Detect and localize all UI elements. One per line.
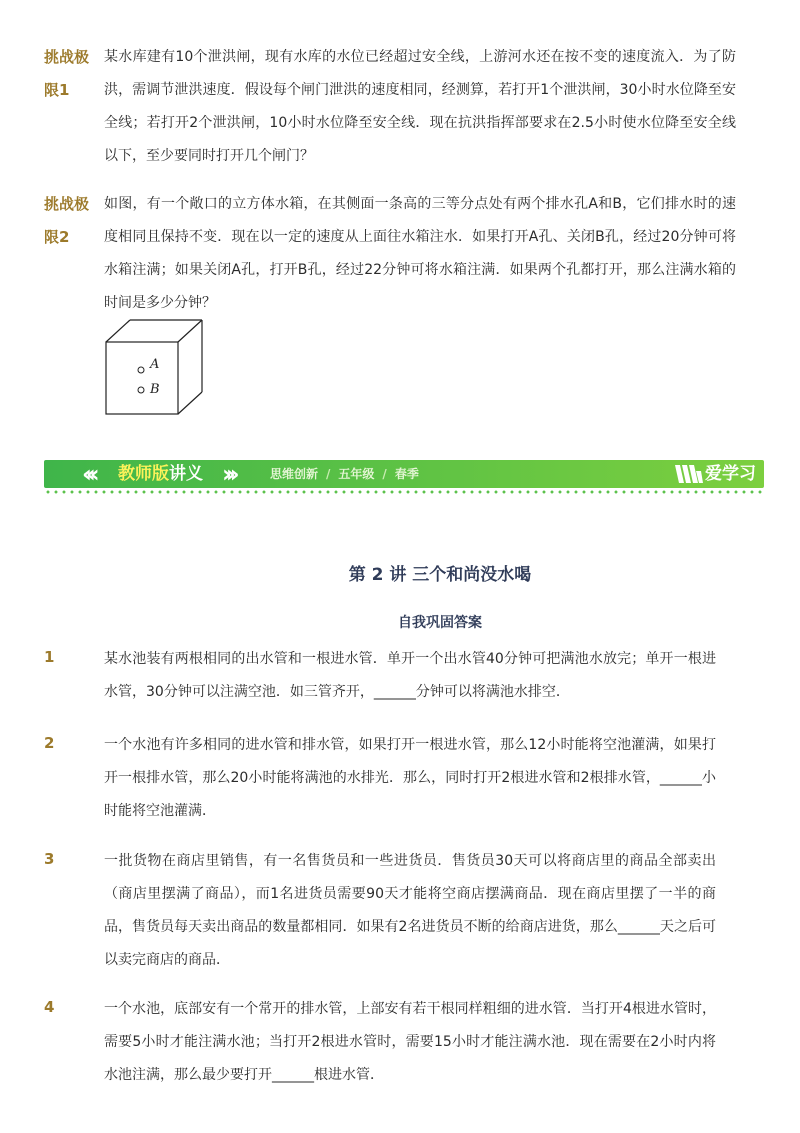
brand-part-1: 教师版 (118, 464, 169, 484)
banner-breadcrumb (270, 460, 419, 488)
question-number: 2 (44, 734, 55, 752)
section-banner (44, 457, 764, 497)
chevron-right-icon: ››› (222, 460, 234, 488)
hole-a-marker (138, 367, 144, 373)
crumb-separator: / (326, 467, 331, 481)
challenge-text: 如图，有一个敞口的立方体水箱，在其侧面一条高的三等分点处有两个排水孔A和B，它们排水时的速度相同且保持不变．现在以一定的速度从上面往水箱注水．如果打开A孔、关闭B孔，经过20分钟可将水箱注满；如果关闭A孔，打开B孔，经过22分钟可将水箱注满．如果两个孔都打开，那么注满水箱的时间是多少分钟？ (104, 196, 736, 311)
challenge-label: 挑战极限2 (44, 195, 90, 246)
question-number: 3 (44, 850, 55, 868)
banner-brand (118, 460, 203, 488)
section-title: 自我巩固答案 (398, 615, 482, 631)
banner-dots (44, 490, 764, 494)
logo-text: 爱学习 (705, 464, 756, 484)
crumb-subject: 思维创新 (270, 467, 319, 481)
question-text: 一个水池有许多相同的进水管和排水管，如果打开一根进水管，那么12小时能将空池灌满，如果打开一根排水管，那么20小时能将满池的水排光．那么，同时打开2根进水管和2根排水管，______小时能将空池灌满． (104, 737, 716, 819)
brand-part-2: 讲义 (169, 464, 203, 484)
crumb-season: 春季 (394, 467, 419, 481)
chevron-left-icon: ‹‹‹ (82, 460, 94, 488)
crumb-separator: / (382, 467, 387, 481)
question-text: 一个水池，底部安有一个常开的排水管，上部安有若干根同样粗细的进水管．当打开4根进水管时，需要5小时才能注满水池；当打开2根进水管时，需要15小时才能注满水池．现在需要在2小时内将水池注满，那么最少要打开______根进水管． (104, 1001, 716, 1083)
hole-b-label: B (150, 382, 160, 397)
logo (673, 460, 756, 488)
challenge-text: 某水库建有10个泄洪闸，现有水库的水位已经超过安全线，上游河水还在按不变的速度流入．为了防洪，需调节泄洪速度．假设每个闸门泄洪的速度相同，经测算，若打开1个泄洪闸，30小时水位降至安全线；若打开2个泄洪闸，10小时水位降至安全线．现在抗洪指挥部要求在2.5小时使水位降至安全线以下，至少要同时打开几个闸门？ (104, 49, 736, 164)
challenge-label: 挑战极限1 (44, 48, 90, 99)
crumb-grade: 五年级 (338, 467, 375, 481)
logo-mark-icon (673, 463, 703, 485)
lecture-title: 第 2 讲 三个和尚没水喝 (348, 565, 532, 585)
question-text: 某水池装有两根相同的出水管和一根进水管．单开一个出水管40分钟可把满池水放完；单开一根进水管，30分钟可以注满空池．如三管齐开，______分钟可以将满池水排空． (104, 651, 716, 700)
question-number: 1 (44, 648, 55, 666)
question-number: 4 (44, 998, 55, 1016)
question-text: 一批货物在商店里销售，有一名售货员和一些进货员．售货员30天可以将商店里的商品全部卖出（商店里摆满了商品），而1名进货员需要90天才能将空商店摆满商品．现在商店里摆了一半的商品，售货员每天卖出商品的数量都相同．如果有2名进货员不断的给商店进货，那么______天之后可以卖完商店的商品． (104, 853, 716, 968)
cube-figure (104, 318, 214, 418)
hole-a-label: A (150, 357, 160, 372)
hole-b-marker (138, 387, 144, 393)
